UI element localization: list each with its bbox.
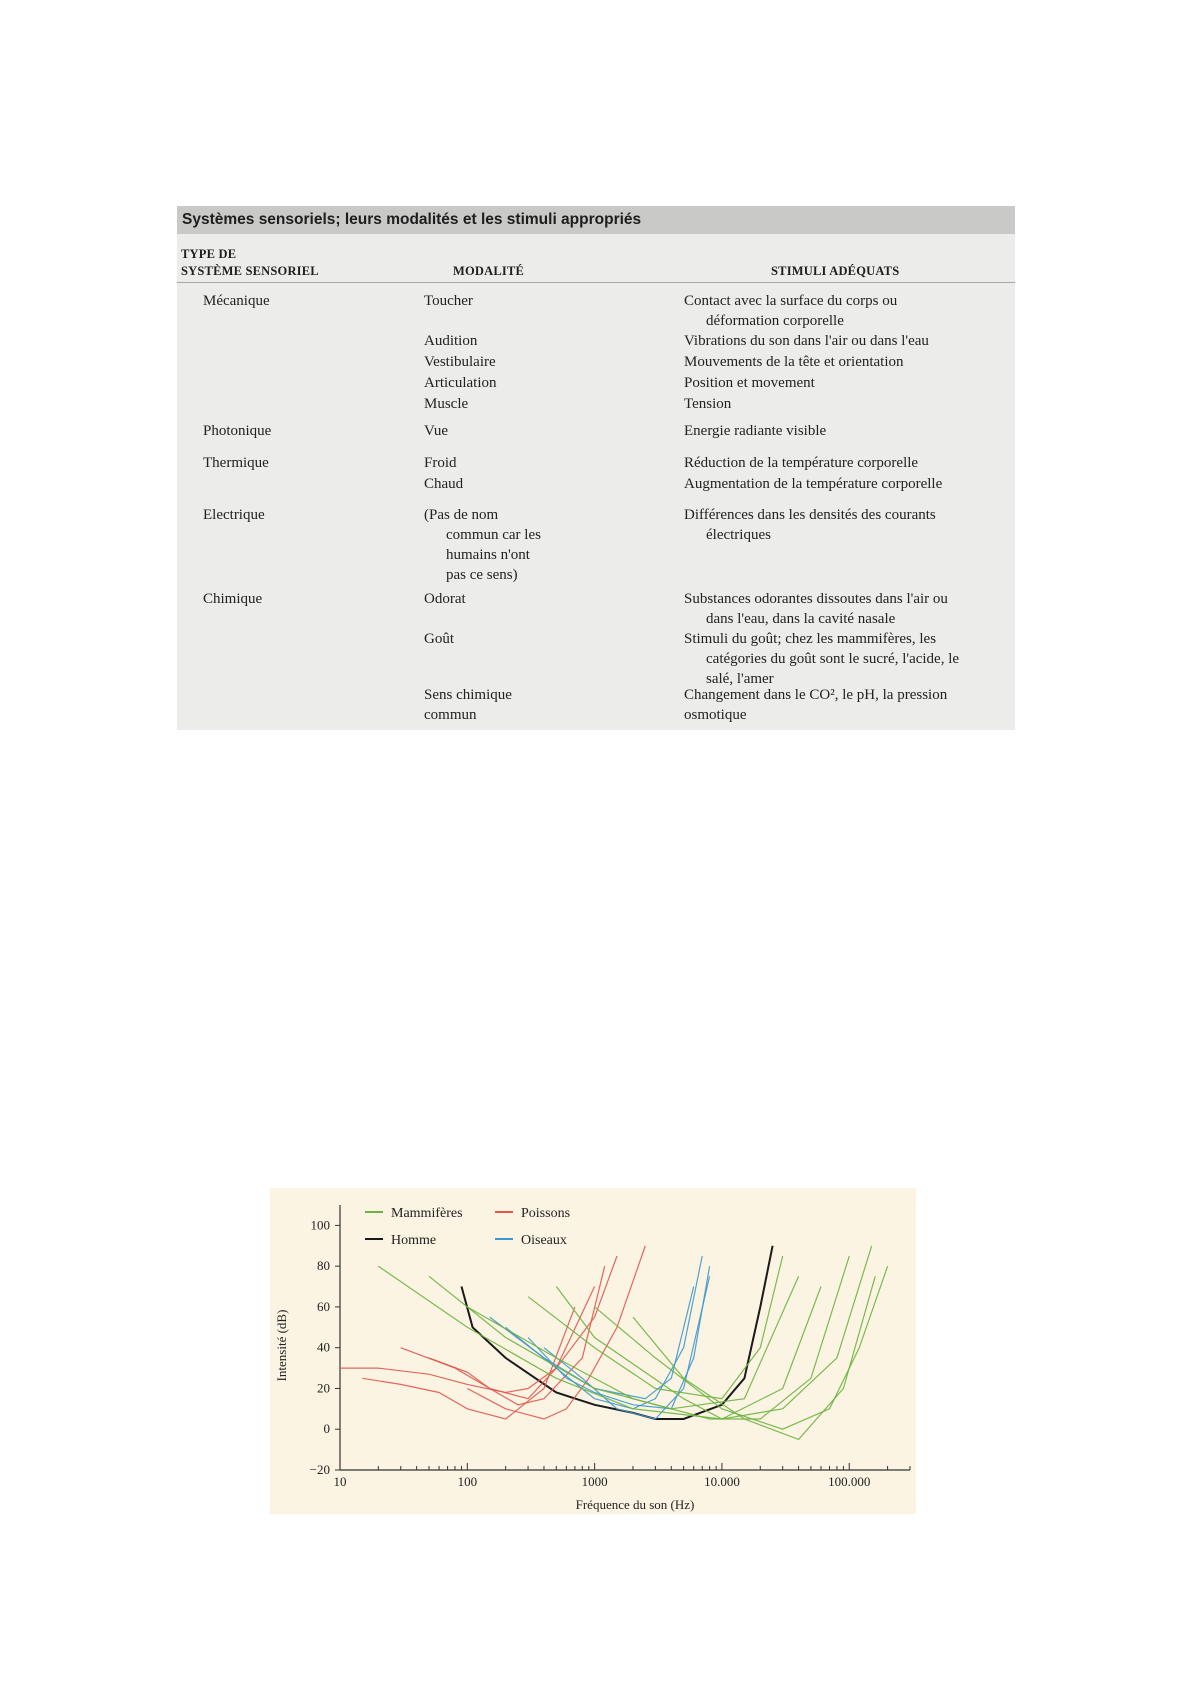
modality-line: commun car les bbox=[446, 527, 541, 543]
stimuli-line: Contact avec la surface du corps ou bbox=[684, 293, 898, 309]
modality-line: commun bbox=[424, 707, 477, 723]
stimuli-line: osmotique bbox=[684, 707, 747, 723]
header-type bbox=[181, 246, 319, 280]
header-type-line1: TYPE DE bbox=[181, 247, 237, 261]
y-tick-label: 20 bbox=[317, 1380, 330, 1396]
header-modality: MODALITÉ bbox=[453, 264, 525, 278]
stimuli-line: Vibrations du son dans l'air ou dans l'eau bbox=[684, 333, 929, 349]
series-line-poissons bbox=[362, 1307, 575, 1419]
modality-line: pas ce sens) bbox=[446, 567, 518, 583]
modality-line: Sens chimique bbox=[424, 687, 512, 703]
cell-modality bbox=[424, 373, 654, 393]
stimuli-line: Tension bbox=[684, 396, 732, 412]
cell-stimuli bbox=[684, 685, 1004, 725]
series-line-mammifères bbox=[595, 1266, 888, 1429]
y-tick-label: −20 bbox=[309, 1462, 330, 1477]
cell-stimuli bbox=[684, 453, 1004, 473]
y-axis-label: Intensité (dB) bbox=[274, 1309, 289, 1382]
series-line-mammifères bbox=[633, 1276, 875, 1439]
modality-line: (Pas de nom bbox=[424, 507, 499, 523]
cell-stimuli bbox=[684, 589, 1004, 629]
cell-modality bbox=[424, 505, 654, 585]
cell-stimuli bbox=[684, 291, 1004, 331]
y-tick-label: 0 bbox=[323, 1421, 330, 1437]
cell-modality bbox=[424, 474, 654, 494]
cell-modality bbox=[424, 352, 654, 372]
x-tick-label: 100 bbox=[457, 1474, 478, 1489]
y-tick-label: 80 bbox=[317, 1258, 330, 1274]
x-tick-label: 100.000 bbox=[828, 1474, 871, 1489]
cell-stimuli bbox=[684, 352, 1004, 372]
table-header bbox=[177, 234, 1015, 283]
series-line-oiseaux bbox=[506, 1256, 703, 1409]
stimuli-line: Mouvements de la tête et orientation bbox=[684, 354, 904, 370]
cell-modality bbox=[424, 453, 654, 473]
series-line-oiseaux bbox=[490, 1287, 694, 1399]
cell-stimuli bbox=[684, 505, 1004, 545]
cell-modality bbox=[424, 394, 654, 414]
modality-line: Vue bbox=[424, 423, 449, 439]
stimuli-line: Energie radiante visible bbox=[684, 423, 827, 439]
cell-modality bbox=[424, 685, 654, 725]
modality-line: Articulation bbox=[424, 375, 497, 391]
y-tick-label: 100 bbox=[310, 1217, 330, 1233]
stimuli-line: Augmentation de la température corporelle bbox=[684, 476, 943, 492]
sensory-systems-table bbox=[177, 206, 1015, 730]
x-tick-label: 10.000 bbox=[704, 1474, 740, 1489]
stimuli-line: Changement dans le CO², le pH, la pression bbox=[684, 687, 948, 703]
legend-label: Poissons bbox=[521, 1206, 571, 1221]
cell-stimuli bbox=[684, 421, 1004, 441]
cell-type: Electrique bbox=[203, 507, 265, 523]
legend-label: Oiseaux bbox=[521, 1233, 567, 1248]
cell-stimuli bbox=[684, 394, 1004, 414]
table-title: Systèmes sensoriels; leurs modalités et les stimuli appropriés bbox=[177, 206, 1015, 234]
hearing-threshold-chart bbox=[270, 1188, 916, 1514]
stimuli-line: Position et movement bbox=[684, 375, 815, 391]
cell-type: Mécanique bbox=[203, 293, 270, 309]
cell-type: Thermique bbox=[203, 455, 269, 471]
stimuli-line: catégories du goût sont le sucré, l'acide, le bbox=[706, 651, 960, 667]
y-tick-label: 60 bbox=[317, 1298, 330, 1314]
legend-label: Mammifères bbox=[391, 1206, 463, 1221]
series-line-poissons bbox=[340, 1256, 617, 1393]
modality-line: Froid bbox=[424, 455, 457, 471]
header-stimuli: STIMULI ADÉQUATS bbox=[771, 264, 900, 278]
stimuli-line: Différences dans les densités des courants bbox=[684, 507, 936, 523]
modality-line: Chaud bbox=[424, 476, 464, 492]
y-tick-label: 40 bbox=[317, 1339, 330, 1355]
modality-line: Odorat bbox=[424, 591, 466, 607]
modality-line: humains n'ont bbox=[446, 547, 530, 563]
stimuli-line: Substances odorantes dissoutes dans l'air ou bbox=[684, 591, 948, 607]
modality-line: Vestibulaire bbox=[424, 354, 496, 370]
x-tick-label: 10 bbox=[333, 1474, 347, 1489]
modality-line: Toucher bbox=[424, 293, 473, 309]
cell-modality bbox=[424, 421, 654, 441]
header-type-line2: SYSTÈME SENSORIEL bbox=[181, 264, 319, 278]
cell-stimuli bbox=[684, 331, 1004, 351]
cell-modality bbox=[424, 331, 654, 351]
x-axis-label: Fréquence du son (Hz) bbox=[575, 1497, 695, 1512]
cell-modality bbox=[424, 589, 654, 609]
chart-svg bbox=[270, 1188, 916, 1514]
modality-line: Audition bbox=[424, 333, 478, 349]
cell-type: Photonique bbox=[203, 423, 272, 439]
cell-stimuli bbox=[684, 629, 1004, 689]
stimuli-line: déformation corporelle bbox=[706, 313, 844, 329]
stimuli-line: dans l'eau, dans la cavité nasale bbox=[706, 611, 896, 627]
legend-label: Homme bbox=[391, 1233, 437, 1248]
modality-line: Goût bbox=[424, 631, 454, 647]
x-tick-label: 1000 bbox=[581, 1474, 608, 1489]
stimuli-line: Stimuli du goût; chez les mammifères, les bbox=[684, 631, 937, 647]
cell-modality bbox=[424, 629, 654, 649]
stimuli-line: salé, l'amer bbox=[706, 671, 774, 687]
stimuli-line: électriques bbox=[706, 527, 771, 543]
stimuli-line: Réduction de la température corporelle bbox=[684, 455, 919, 471]
cell-type: Chimique bbox=[203, 591, 263, 607]
cell-stimuli bbox=[684, 373, 1004, 393]
modality-line: Muscle bbox=[424, 396, 469, 412]
cell-modality bbox=[424, 291, 654, 311]
cell-stimuli bbox=[684, 474, 1004, 494]
